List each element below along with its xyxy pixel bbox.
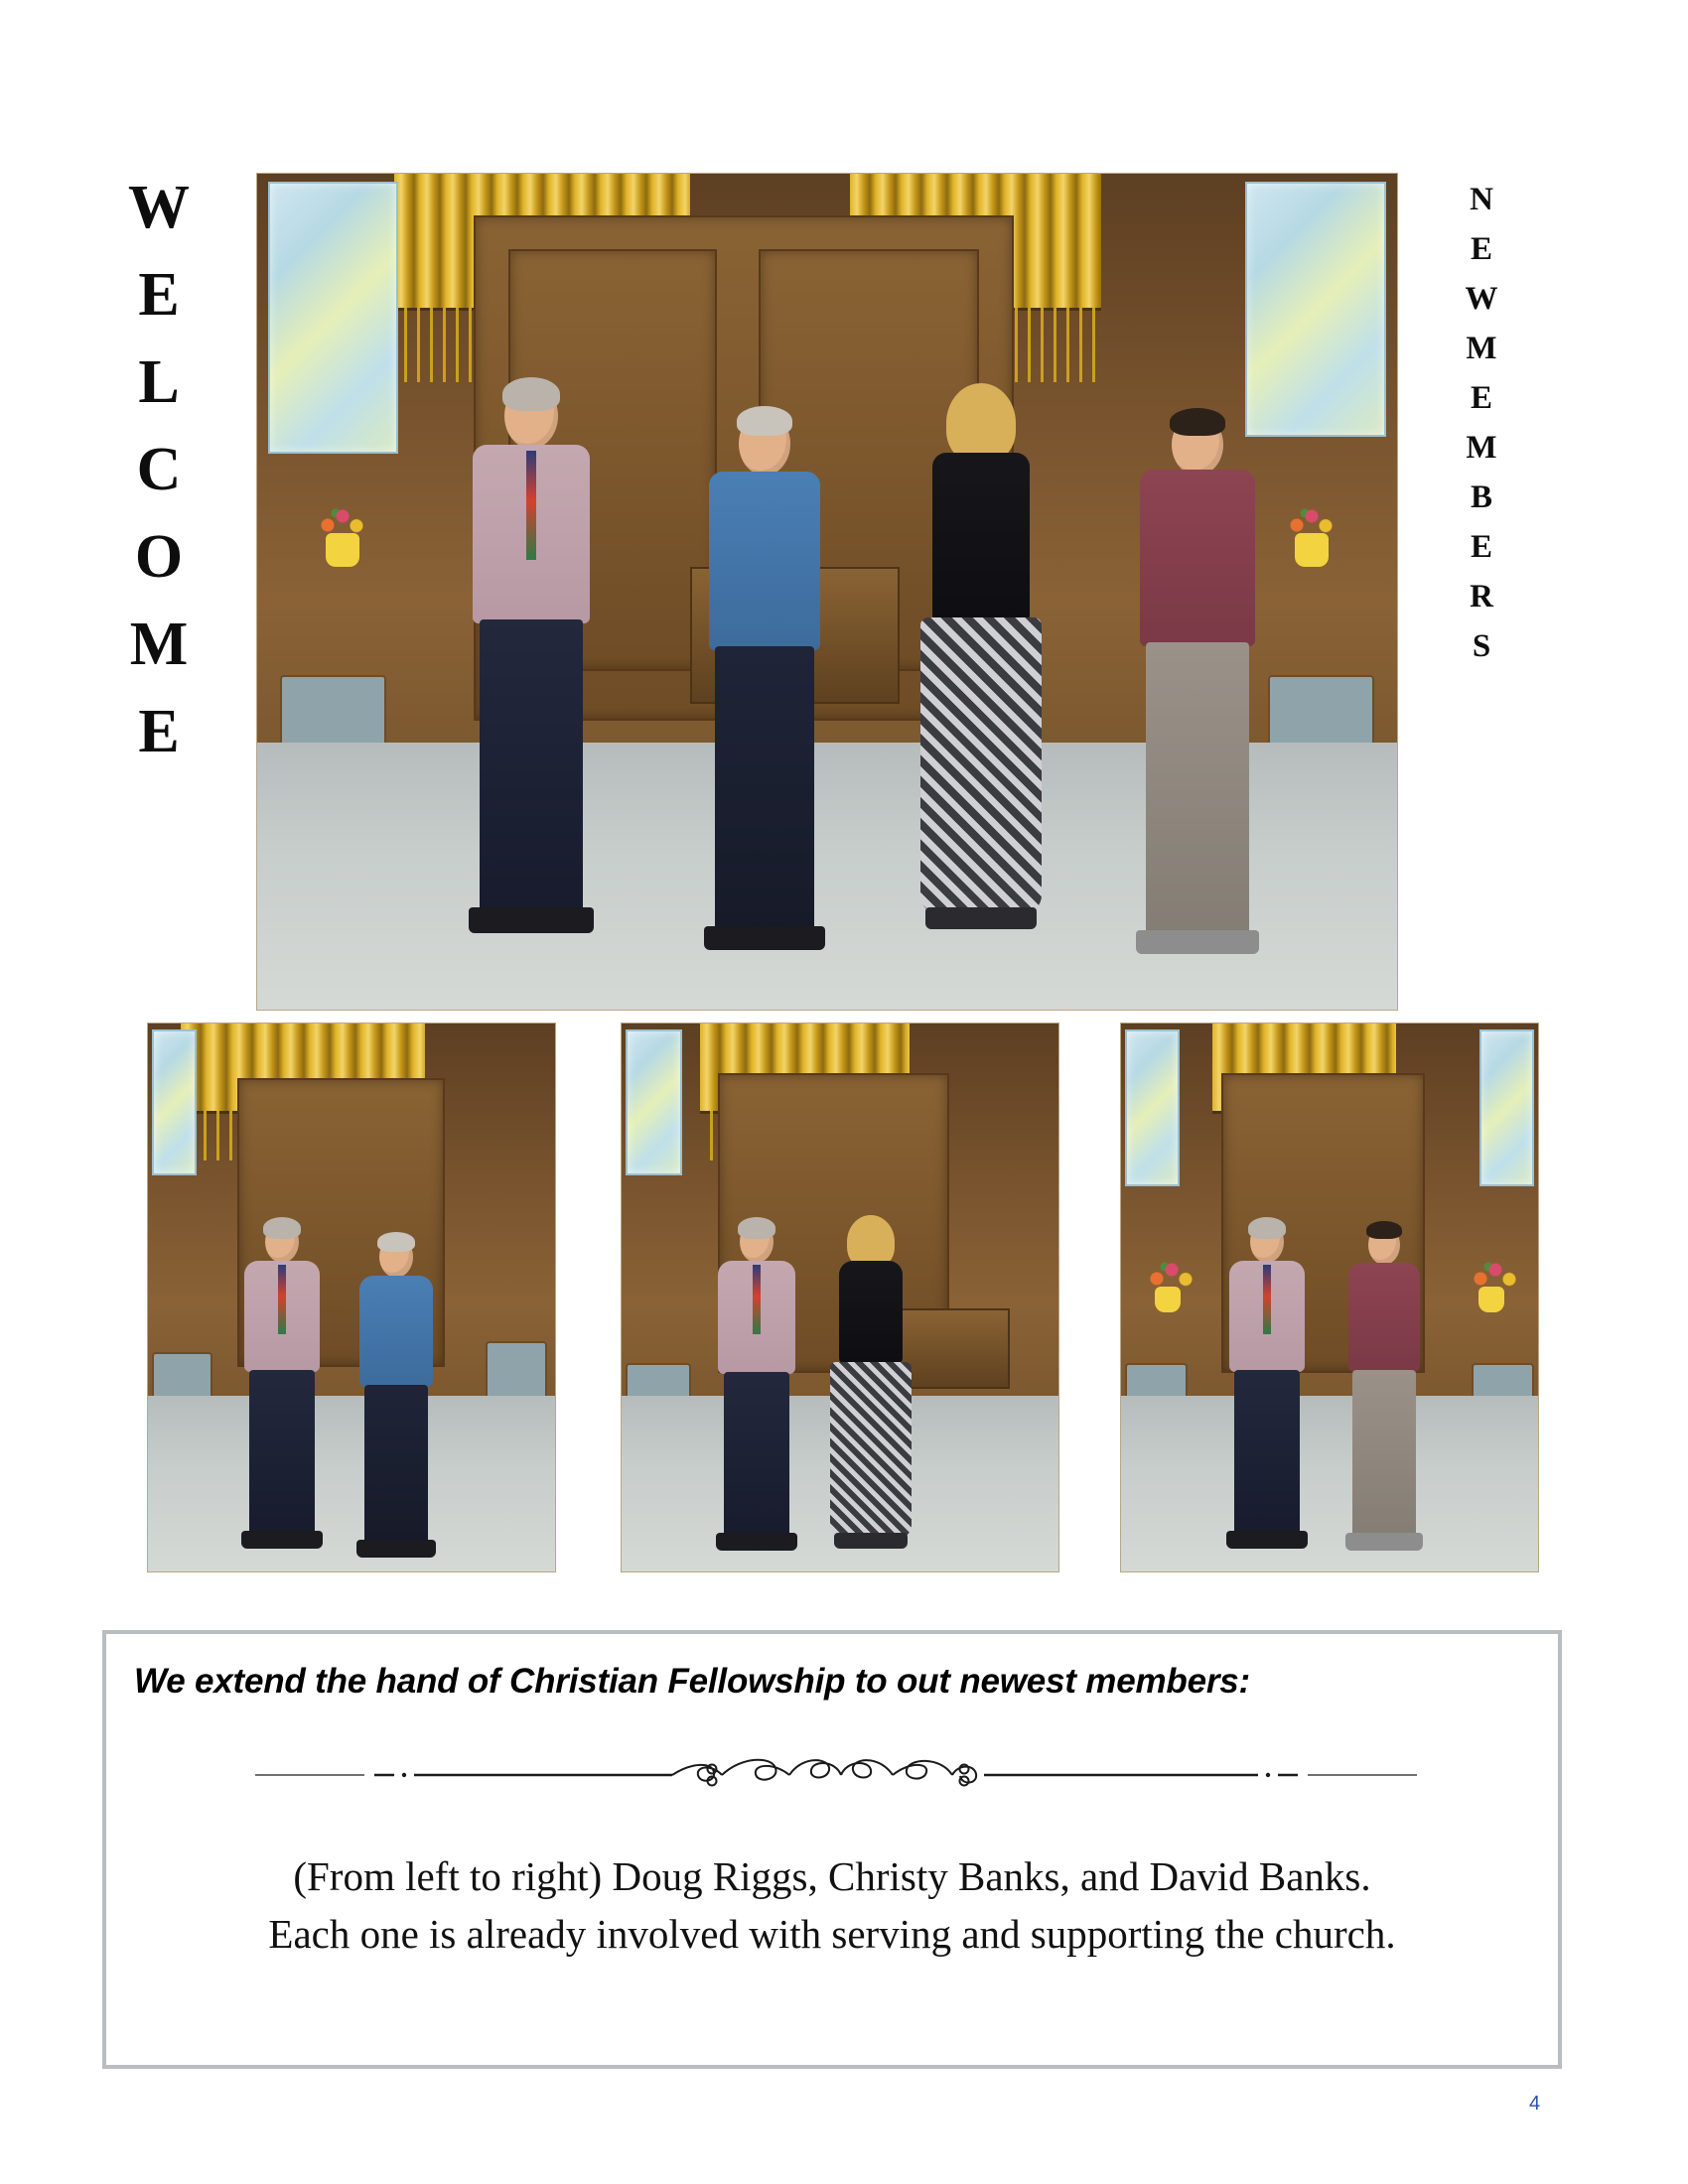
- welcome-letter: O: [134, 523, 184, 591]
- david-shoes: [1136, 930, 1259, 954]
- new-members-letter: S: [1472, 628, 1491, 664]
- caption-line-1: (From left to right) Doug Riggs, Christy Banks, and David Banks.: [293, 1853, 1371, 1899]
- new-members-letter: W: [1465, 281, 1498, 317]
- new-members-letter: E: [1470, 380, 1492, 416]
- new-members-letter: M: [1466, 430, 1497, 466]
- new-members-vertical-title: [1442, 184, 1521, 680]
- photo-pastor-with-christy-banks: [621, 1023, 1059, 1572]
- doug-shoes: [356, 1540, 436, 1558]
- main-group-photo: [256, 173, 1398, 1011]
- david-shoes: [1345, 1533, 1423, 1551]
- new-members-letter: B: [1470, 479, 1492, 515]
- person-doug-riggs: [352, 1232, 441, 1561]
- flower-vase-left: [1155, 1287, 1181, 1312]
- david-hair: [1170, 408, 1225, 436]
- pastor-trousers: [724, 1372, 789, 1539]
- pastor-necktie: [1263, 1265, 1271, 1334]
- christy-sandals: [925, 907, 1037, 929]
- doug-trousers: [715, 646, 814, 936]
- stained-glass-banner-right: [1479, 1029, 1533, 1187]
- welcome-letter: W: [128, 174, 190, 241]
- chancel-scene: [257, 174, 1397, 1010]
- christy-patterned-skirt: [830, 1362, 912, 1539]
- chancel-scene-left: [148, 1024, 555, 1571]
- david-jeans: [1146, 642, 1249, 936]
- welcome-vertical-title: [99, 174, 218, 788]
- pastor-shoes: [716, 1533, 797, 1551]
- doug-hair: [737, 406, 792, 436]
- caption-box: [102, 1630, 1562, 2069]
- new-members-letter: N: [1470, 182, 1493, 217]
- doug-shoes: [704, 926, 825, 950]
- page-number: 4: [1529, 2093, 1541, 2115]
- pastor-shoes: [241, 1531, 323, 1549]
- new-members-letter: R: [1470, 579, 1493, 614]
- doug-trousers: [364, 1385, 428, 1548]
- stained-glass-banner-left: [152, 1029, 197, 1176]
- welcome-letter: E: [138, 698, 180, 765]
- flower-vase-right: [1478, 1287, 1504, 1312]
- person-david-banks: [1112, 408, 1283, 993]
- pastor-necktie: [526, 451, 536, 560]
- pastor-hair: [502, 377, 560, 411]
- david-hair: [1366, 1221, 1402, 1239]
- chancel-floor: [1121, 1396, 1538, 1571]
- pastor-trousers: [249, 1370, 315, 1539]
- welcome-letter: C: [136, 436, 182, 503]
- caption-line-2: Each one is already involved with serving and supporting the church.: [268, 1911, 1396, 1958]
- christy-hair: [946, 383, 1016, 463]
- stained-glass-banner-right: [1245, 182, 1386, 437]
- person-christy-banks: [896, 391, 1066, 993]
- pastor-necktie: [278, 1265, 286, 1334]
- caption-heading: We extend the hand of Christian Fellowship to out newest members:: [134, 1662, 1250, 1701]
- flower-vase-right: [1295, 533, 1329, 567]
- pastor-trousers: [480, 619, 583, 917]
- christy-sandals: [834, 1533, 908, 1549]
- pastor-trousers: [1234, 1370, 1300, 1539]
- david-tshirt: [1348, 1263, 1420, 1372]
- stained-glass-banner-left: [626, 1029, 682, 1176]
- christy-patterned-skirt: [920, 617, 1042, 913]
- stained-glass-banner-left: [268, 182, 397, 453]
- pastor-hair: [1248, 1217, 1286, 1239]
- new-members-letter: E: [1470, 529, 1492, 565]
- doug-polo-shirt: [359, 1276, 433, 1387]
- person-david-banks: [1337, 1221, 1429, 1561]
- pastor-hair: [263, 1217, 301, 1239]
- christy-black-top: [932, 453, 1030, 621]
- pastor-hair: [738, 1217, 775, 1239]
- person-christy-banks: [822, 1221, 918, 1561]
- chancel-scene-center: [622, 1024, 1058, 1571]
- caption-body: [146, 1847, 1518, 1963]
- christy-black-top: [839, 1261, 903, 1364]
- person-pastor: [1221, 1221, 1313, 1561]
- pastor-shoes: [1226, 1531, 1308, 1549]
- chancel-scene-right: [1121, 1024, 1538, 1571]
- doug-hair: [377, 1232, 415, 1252]
- stained-glass-banner-left: [1125, 1029, 1179, 1187]
- welcome-letter: M: [129, 611, 189, 678]
- doug-polo-shirt: [709, 472, 820, 650]
- person-pastor: [440, 383, 623, 994]
- flourish-divider-icon: [245, 1748, 1427, 1802]
- person-doug-riggs: [679, 408, 850, 993]
- david-tshirt: [1140, 470, 1255, 646]
- pastor-necktie: [753, 1265, 761, 1334]
- person-pastor: [709, 1221, 805, 1561]
- david-jeans: [1352, 1370, 1416, 1539]
- person-pastor: [237, 1221, 327, 1561]
- photo-pastor-with-doug-riggs: [147, 1023, 556, 1572]
- new-members-letter: M: [1466, 331, 1497, 366]
- photo-pastor-with-david-banks: [1120, 1023, 1539, 1572]
- welcome-letter: L: [138, 348, 180, 416]
- new-members-letter: E: [1470, 231, 1492, 267]
- flower-vase-left: [326, 533, 359, 567]
- welcome-letter: E: [138, 261, 180, 329]
- pastor-shoes: [469, 907, 594, 933]
